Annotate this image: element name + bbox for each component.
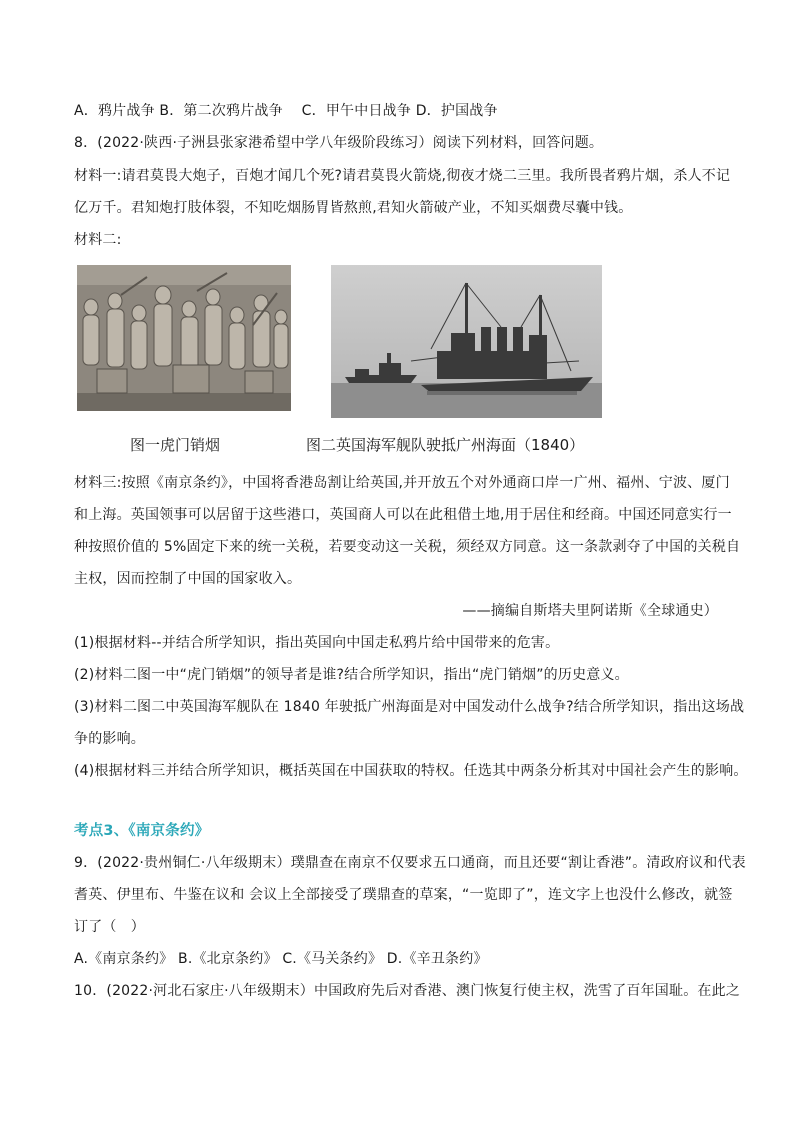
material-1-line-2: 亿万千。君知炮打肢体裂，不知吃烟肠胃皆熬煎,君知火箭破产业，不知买烟费尽囊中钱。 <box>74 200 633 216</box>
q9-line-1: 9．(2022·贵州铜仁·八年级期末）璞鼎查在南京不仅要求五口通商，而且还要“割让香港”。清政府议和代表 <box>74 855 746 871</box>
material-3-line-2: 和上海。英国领事可以居留于这些港口，英国商人可以在此租借土地,用于居住和经商。中国还同意实行一 <box>74 507 732 523</box>
material-2-label: 材料二: <box>74 232 122 248</box>
humen-relief-image <box>77 265 291 411</box>
q9-options: A.《南京条约》 B.《北京条约》 C.《马关条约》 D.《辛丑条约》 <box>74 951 488 967</box>
section-heading: 考点3、《南京条约》 <box>74 823 210 839</box>
material-1-line-1: 材料一:请君莫畏大炮子，百炮才闻几个死?请君莫畏火箭烧,彻夜才烧二三里。我所畏者鸦片烟，杀人不记 <box>74 168 731 184</box>
q9-line-2: 耆英、伊里布、牛鉴在议和 会议上全部接受了璞鼎查的草案，“一览即了”，连文字上也没什么修改，就签 <box>74 887 733 903</box>
q7-options: A．鸦片战争 B．第二次鸦片战争 C．甲午中日战争 D．护国战争 <box>74 103 498 119</box>
material-3-source: ——摘编自斯塔夫里阿诺斯《全球通史） <box>462 603 718 619</box>
material-3-line-4: 主权，因而控制了中国的国家收入。 <box>74 571 302 587</box>
material-3-line-1: 材料三:按照《南京条约》，中国将香港岛割让给英国,并开放五个对外通商口岸一广州、福州、宁波、厦门 <box>74 475 730 491</box>
question-3-line-1: (3)材料二图二中英国海军舰队在 1840 年驶抵广州海面是对中国发动什么战争?结合所学知识，指出这场战 <box>74 699 745 715</box>
question-1: (1)根据材料--并结合所学知识，指出英国向中国走私鸦片给中国带来的危害。 <box>74 635 560 651</box>
q9-line-3: 订了（ ） <box>74 919 145 935</box>
question-3-line-2: 争的影响。 <box>74 731 145 747</box>
warship-photo-image <box>331 265 602 418</box>
figure-2-caption: 图二英国海军舰队驶抵广州海面（1840） <box>306 436 585 454</box>
material-3-line-3: 种按照价值的 5%固定下来的统一关税，若要变动这一关税，须经双方同意。这一条款剥夺了中国的关税自 <box>74 539 741 555</box>
figure-1-caption: 图一虎门销烟 <box>130 436 221 454</box>
q10-line-1: 10．(2022·河北石家庄·八年级期末）中国政府先后对香港、澳门恢复行使主权，洗雪了百年国耻。在此之 <box>74 983 741 999</box>
q8-stem: 8．(2022·陕西·子洲县张家港希望中学八年级阶段练习）阅读下列材料，回答问题。 <box>74 135 604 151</box>
question-4: (4)根据材料三并结合所学知识，概括英国在中国获取的特权。任选其中两条分析其对中国社会产生的影响。 <box>74 763 748 779</box>
question-2: (2)材料二图一中“虎门销烟”的领导者是谁?结合所学知识，指出“虎门销烟”的历史意义。 <box>74 667 629 683</box>
